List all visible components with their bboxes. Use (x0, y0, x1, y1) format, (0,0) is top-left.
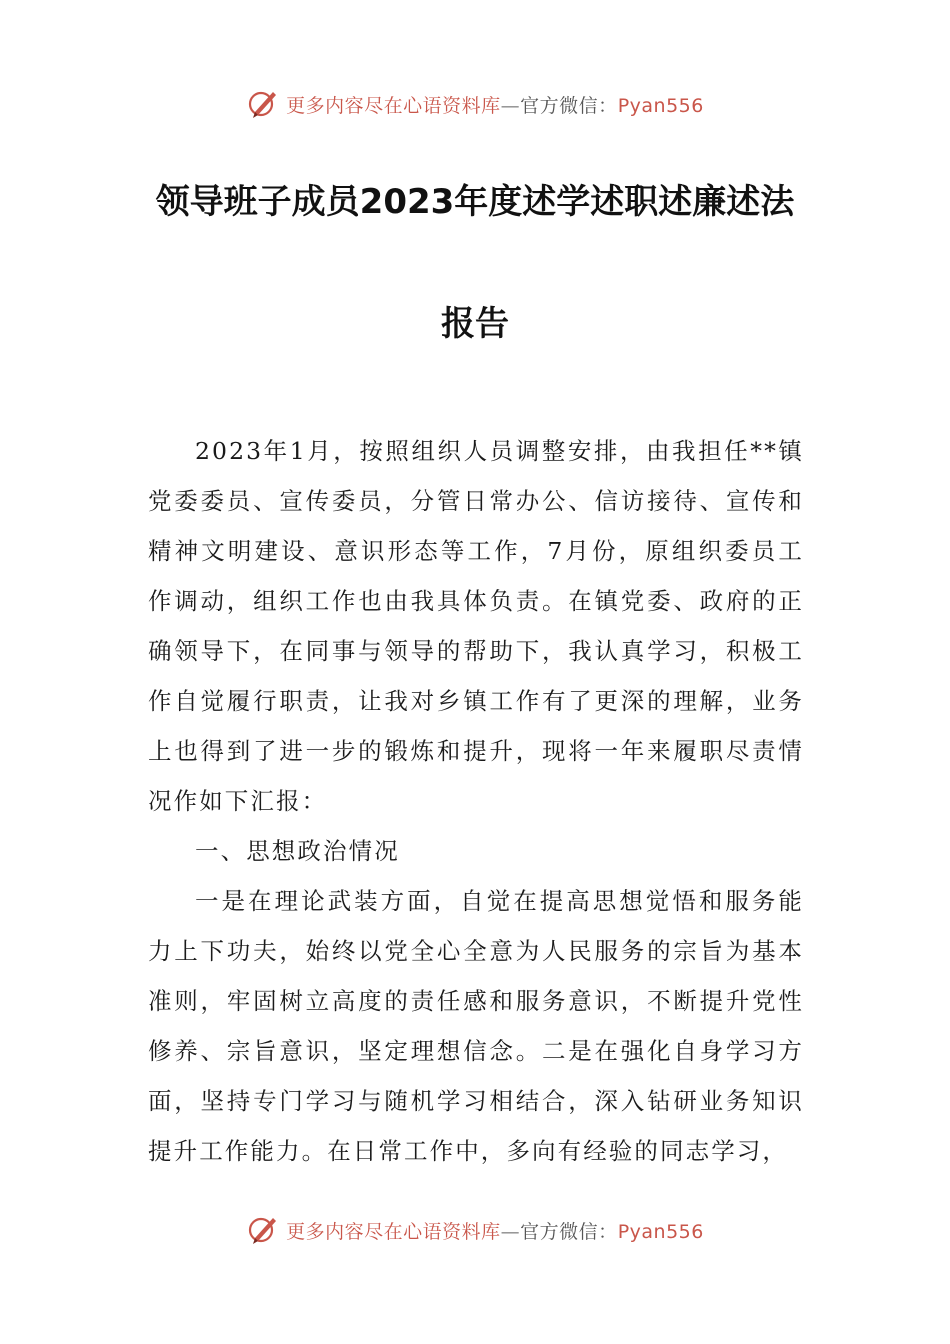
section-heading: 一、思想政治情况 (195, 837, 400, 865)
pen-logo-icon (246, 1213, 280, 1247)
watermark-wechat-id: Pyan556 (617, 1220, 704, 1243)
paragraph-section-1: 一是在理论武装方面，自觉在提高思想觉悟和服务能力上下功夫，始终以党全心全意为人民服务的宗旨为基本准则，牢固树立高度的责任感和服务意识，不断提升党性修养、宗旨意识，坚定理想信念。二是在强化自身学习方面，坚持专门学习与随机学习相结合，深入钻研业务知识提升工作能力。在日常工作中，多向有经验的同志学习， (148, 887, 804, 1165)
watermark-text (286, 91, 704, 118)
document-title: 领导班子成员2023年度述学述职述廉述法 (155, 182, 795, 222)
document-title-continued: 报告 (441, 304, 509, 344)
footer-watermark (0, 1210, 950, 1250)
document-body (148, 426, 804, 1176)
watermark-wechat-label: 官方微信： (520, 1220, 618, 1243)
watermark-separator: — (500, 1220, 521, 1243)
pen-logo-icon (246, 87, 280, 121)
paragraph-intro: 2023年1月，按照组织人员调整安排，由我担任**镇党委委员、宣传委员，分管日常办公、信访接待、宣传和精神文明建设、意识形态等工作，7月份，原组织委员工作调动，组织工作也由我具体负责。在镇党委、政府的正确领导下，在同事与领导的帮助下，我认真学习，积极工作自觉履行职责，让我对乡镇工作有了更深的理解，业务上也得到了进一步的锻炼和提升，现将一年来履职尽责情况作如下汇报： (148, 437, 804, 815)
watermark-wechat-label: 官方微信： (520, 94, 618, 117)
watermark-text (286, 1217, 704, 1244)
watermark-brand: 更多内容尽在心语资料库 (286, 94, 501, 117)
watermark-wechat-id: Pyan556 (617, 94, 704, 117)
header-watermark (0, 84, 950, 124)
watermark-brand: 更多内容尽在心语资料库 (286, 1220, 501, 1243)
watermark-separator: — (500, 94, 521, 117)
